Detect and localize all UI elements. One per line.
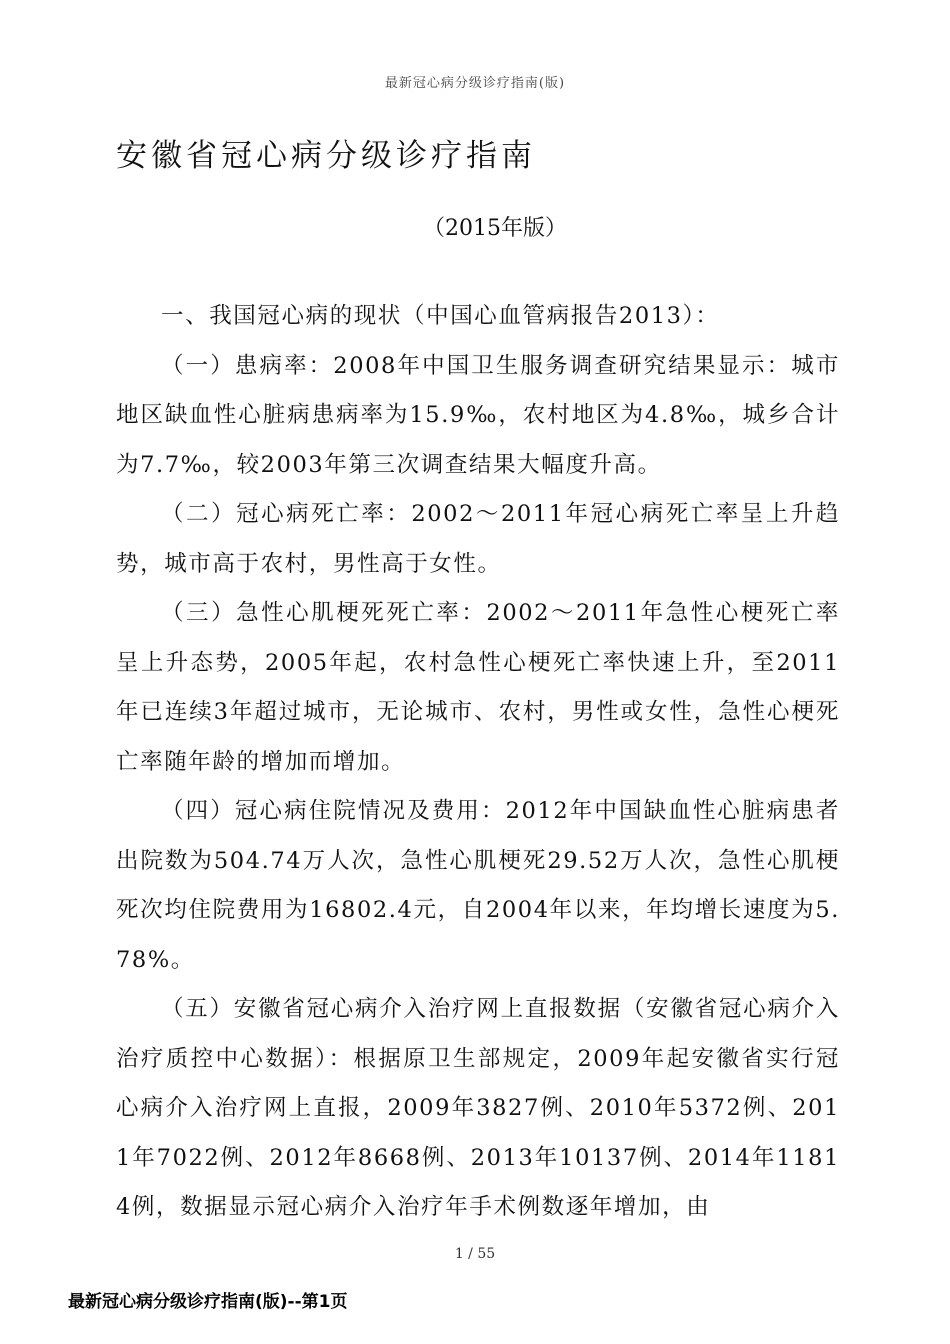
paragraph-prevalence: （一）患病率：2008年中国卫生服务调查研究结果显示：城市地区缺血性心脏病患病率为15.9‰，农村地区为4.8‰，城乡合计为7.7‰，较2003年第三次调查结果大幅度升高。 <box>116 352 840 478</box>
paragraph-hospitalization: （四）冠心病住院情况及费用：2012年中国缺血性心脏病患者出院数为504.74万人次，急性心肌梗死29.52万人次，急性心肌梗死次均住院费用为16802.4元，自2004年以来，年均增长速度为5.78%。 <box>116 798 840 973</box>
paragraph-mortality: （二）冠心病死亡率：2002～2011年冠心病死亡率呈上升趋势，城市高于农村，男性高于女性。 <box>116 501 840 577</box>
document-subtitle: （2015年版） <box>423 216 567 241</box>
document-body <box>116 292 840 1233</box>
page-number: 1 / 55 <box>454 1246 496 1262</box>
footer-caption: 最新冠心病分级诊疗指南(版)--第1页 <box>68 1292 348 1312</box>
section-heading-current-status: 一、我国冠心病的现状（中国心血管病报告2013）： <box>161 303 720 329</box>
paragraph-anhui-pci-data: （五）安徽省冠心病介入治疗网上直报数据（安徽省冠心病介入治疗质控中心数据）：根据原卫生部规定，2009年起安徽省实行冠心病介入治疗网上直报，2009年3827例、2010年5372例、2011年7022例、2012年8668例、2013年10137例、2014年11814例，数据显示冠心病介入治疗年手术例数逐年增加，由 <box>116 996 840 1220</box>
document-title: 安徽省冠心病分级诊疗指南 <box>116 138 536 174</box>
running-header: 最新冠心病分级诊疗指南(版) <box>384 76 566 91</box>
paragraph-ami-mortality: （三）急性心肌梗死死亡率：2002～2011年急性心梗死亡率呈上升态势，2005年起，农村急性心梗死亡率快速上升，至2011年已连续3年超过城市，无论城市、农村，男性或女性，急性心梗死亡率随年龄的增加而增加。 <box>116 600 840 775</box>
